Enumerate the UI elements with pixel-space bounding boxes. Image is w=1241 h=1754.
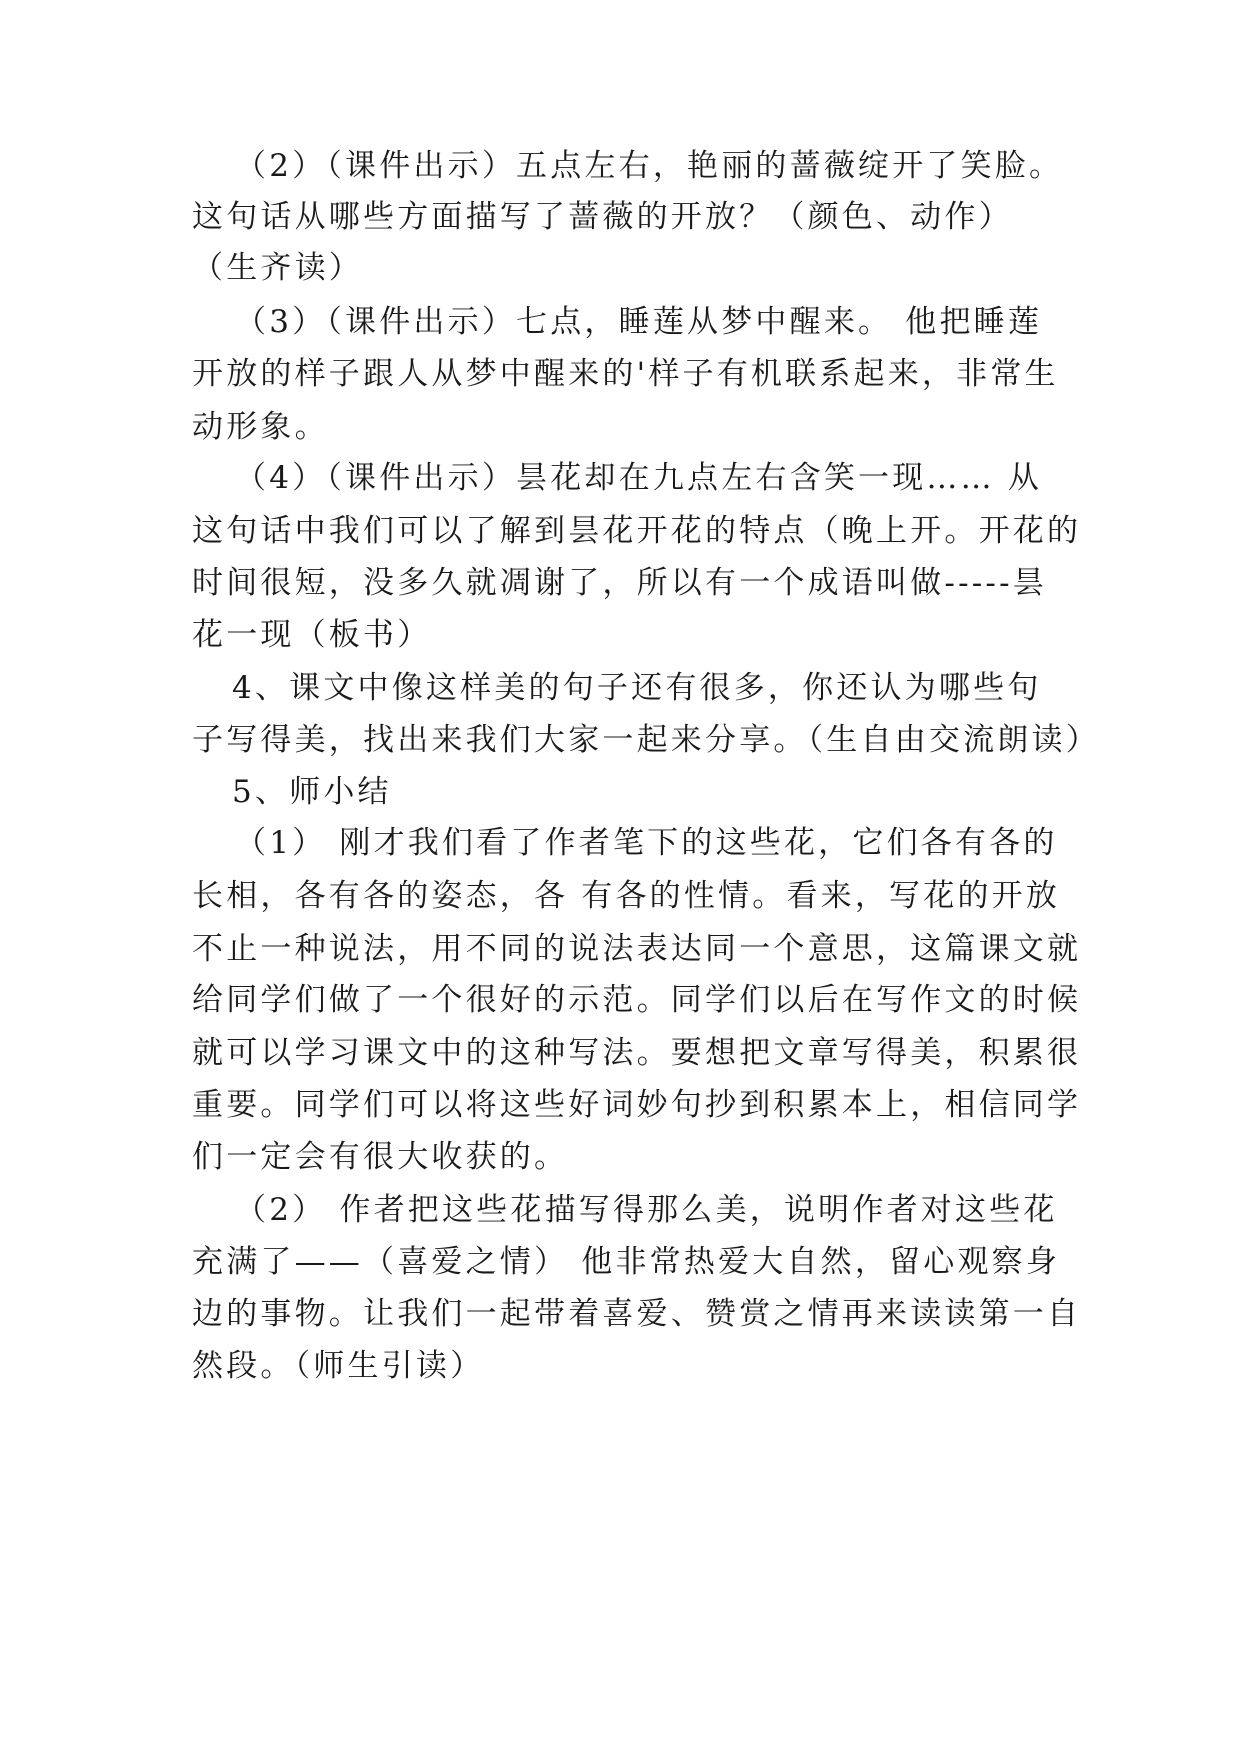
text-line: 就可以学习课文中的这种写法。要想把文章写得美，积累很: [192, 1035, 1082, 1071]
text-line: 重要。同学们可以将这些好词妙句抄到积累本上，相信同学: [192, 1087, 1082, 1123]
text-line: 边的事物。让我们一起带着喜爱、赞赏之情再来读读第一自: [192, 1296, 1082, 1332]
text-line: 们一定会有很大收获的。: [192, 1139, 569, 1175]
text-line: （1） 刚才我们看了作者笔下的这些花，它们各有各的: [235, 825, 1058, 861]
text-line: 动形象。: [192, 409, 329, 445]
text-line: 5、师小结: [232, 774, 392, 810]
text-line: 这句话从哪些方面描写了蔷薇的开放？（颜色、动作）: [192, 199, 1013, 235]
text-line: （2）（课件出示）五点左右，艳丽的蔷薇绽开了笑脸。: [235, 148, 1064, 184]
text-line: 花一现（板书）: [192, 617, 432, 653]
text-line: （2） 作者把这些花描写得那么美，说明作者对这些花: [235, 1192, 1058, 1228]
text-line: 开放的样子跟人从梦中醒来的'样子有机联系起来，非常生: [192, 356, 1059, 392]
text-line: 然段。（师生引读）: [192, 1348, 485, 1384]
text-line: 这句话中我们可以了解到昙花开花的特点（晚上开。开花的: [192, 513, 1082, 549]
text-line: （3）（课件出示）七点，睡莲从梦中醒来。 他把睡莲: [235, 304, 1043, 340]
text-line: （生齐读）: [192, 250, 363, 286]
text-line: 长相，各有各的姿态，各 有各的性情。看来，写花的开放: [192, 878, 1061, 914]
text-line: （4）（课件出示）昙花却在九点左右含笑一现…… 从: [235, 460, 1043, 496]
text-line: 子写得美，找出来我们大家一起来分享。（生自由交流朗读）: [192, 722, 1100, 758]
text-line: 不止一种说法，用不同的说法表达同一个意思，这篇课文就: [192, 931, 1082, 967]
text-line: 充满了——（喜爱之情） 他非常热爱大自然，留心观察身: [192, 1244, 1061, 1280]
text-line: 时间很短，没多久就凋谢了，所以有一个成语叫做-----昙: [192, 565, 1047, 601]
text-line: 4、课文中像这样美的句子还有很多，你还认为哪些句: [232, 670, 1042, 706]
text-line: 给同学们做了一个很好的示范。同学们以后在写作文的时候: [192, 982, 1082, 1018]
